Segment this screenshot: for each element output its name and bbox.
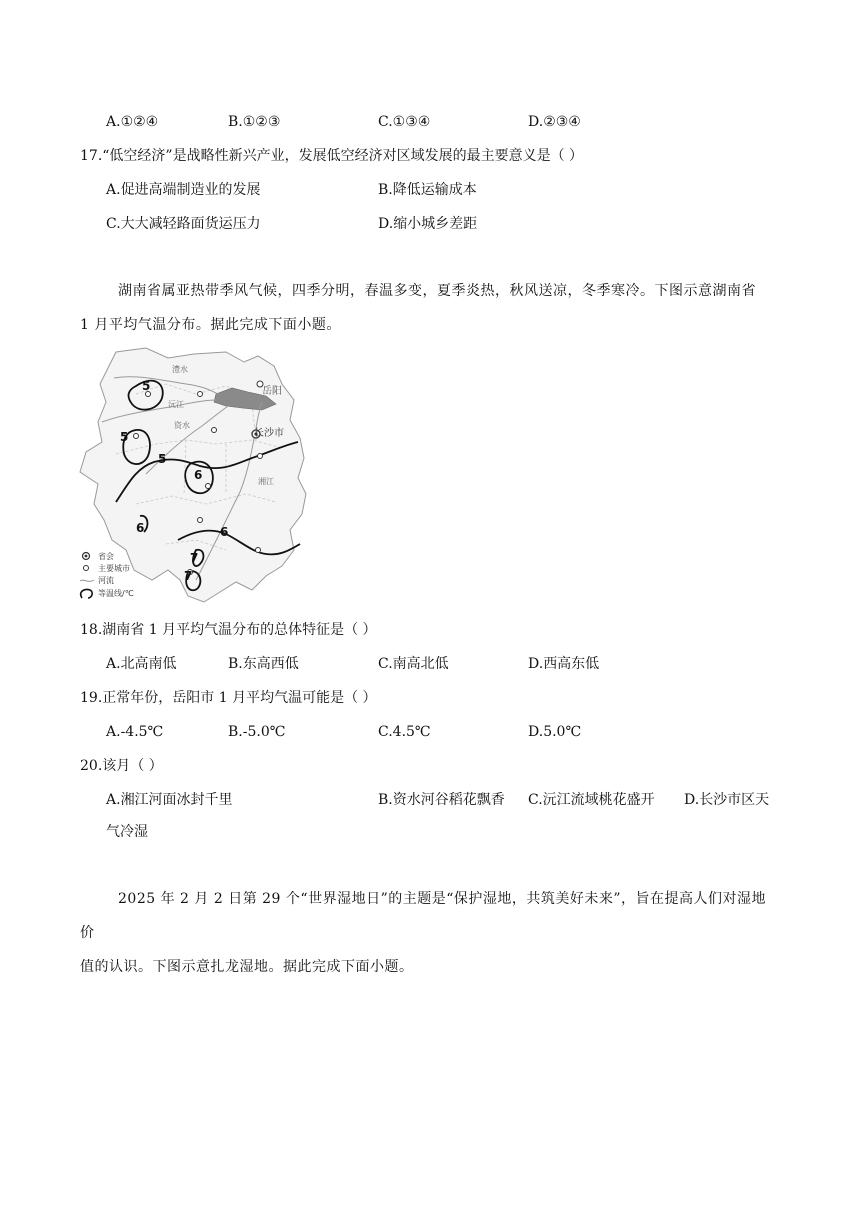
q18-option-d: D.西高东低 — [528, 656, 600, 672]
q16-option-d: D.②③④ — [528, 114, 581, 130]
river-label-xiangjiang: 湘江 — [258, 477, 274, 486]
q20-option-d-wrap: 气冷湿 — [106, 824, 148, 840]
q16-option-c: C.①③④ — [378, 114, 431, 130]
q19-stem: 19.正常年份，岳阳市 1 月平均气温可能是（ ） — [80, 690, 377, 706]
q20-option-b: B.资水河谷稻花飘香 — [378, 792, 505, 808]
isotherm-label: 5 — [158, 452, 167, 466]
isotherm-label: 7 — [190, 551, 199, 565]
q19-option-d: D.5.0℃ — [528, 724, 582, 740]
passage-wetland: 2025 年 2 月 2 日第 29 个“世界湿地日”的主题是“保护湿地，共筑美好未来”，旨在提高人们对湿地价 值的认识。下图示意扎龙湿地。据此完成下面小题。 — [80, 891, 767, 975]
isotherm-label: 6 — [194, 468, 203, 482]
svg-text:等温线/℃: 等温线/℃ — [98, 589, 134, 598]
isotherm-label: 5 — [120, 430, 129, 444]
q16-option-b: B.①②③ — [228, 114, 281, 130]
city-label-yueyang: 岳阳 — [262, 386, 282, 397]
q20-option-c: C.沅江流域桃花盛开 — [528, 792, 655, 808]
q19-option-b: B.-5.0℃ — [228, 724, 286, 740]
city-label-changsha: 长沙市 — [254, 428, 284, 439]
isotherm-label: 6 — [220, 525, 229, 539]
svg-text:河流: 河流 — [98, 576, 114, 585]
q20-option-d: D.长沙市区天 — [684, 792, 770, 808]
isotherm-label: 5 — [142, 379, 151, 393]
isotherm-label: 6 — [136, 521, 145, 535]
q17-option-b: B.降低运输成本 — [378, 182, 477, 198]
isotherm-symbol-icon — [81, 589, 92, 598]
q17-option-d: D.缩小城乡差距 — [378, 216, 478, 232]
q19-option-c: C.4.5℃ — [378, 724, 431, 740]
q18-option-c: C.南高北低 — [378, 656, 449, 672]
q18-stem: 18.湖南省 1 月平均气温分布的总体特征是（ ） — [80, 622, 377, 638]
river-symbol-icon — [80, 580, 94, 581]
city-symbol-icon — [84, 566, 89, 571]
q20-stem: 20.该月（ ） — [80, 758, 163, 774]
map-legend — [80, 551, 134, 598]
river-label-yuanjiang: 沅江 — [168, 400, 184, 409]
q17-stem: 17.“低空经济”是战略性新兴产业，发展低空经济对区域发展的最主要意义是（ ） — [80, 148, 584, 164]
hunan-temperature-map — [76, 344, 312, 610]
q19-option-a: A.-4.5℃ — [106, 724, 164, 740]
q18-option-b: B.东高西低 — [228, 656, 299, 672]
river-label-zishui: 资水 — [174, 421, 190, 430]
isotherm-label: 7 — [184, 569, 193, 583]
passage-hunan: 湖南省属亚热带季风气候，四季分明，春温多变，夏季炎热，秋风送凉，冬季寒冷。下图示意湖南省 1 月平均气温分布。据此完成下面小题。 — [80, 283, 756, 333]
river-label-lishui: 澧水 — [172, 365, 188, 374]
svg-text:省会: 省会 — [98, 552, 114, 561]
q18-option-a: A.北高南低 — [106, 656, 177, 672]
svg-text:主要城市: 主要城市 — [98, 564, 130, 573]
q16-option-a: A.①②④ — [106, 114, 159, 130]
q17-option-a: A.促进高端制造业的发展 — [106, 182, 261, 198]
q20-option-a: A.湘江河面冰封千里 — [106, 792, 233, 808]
q17-option-c: C.大大减轻路面货运压力 — [106, 216, 261, 232]
